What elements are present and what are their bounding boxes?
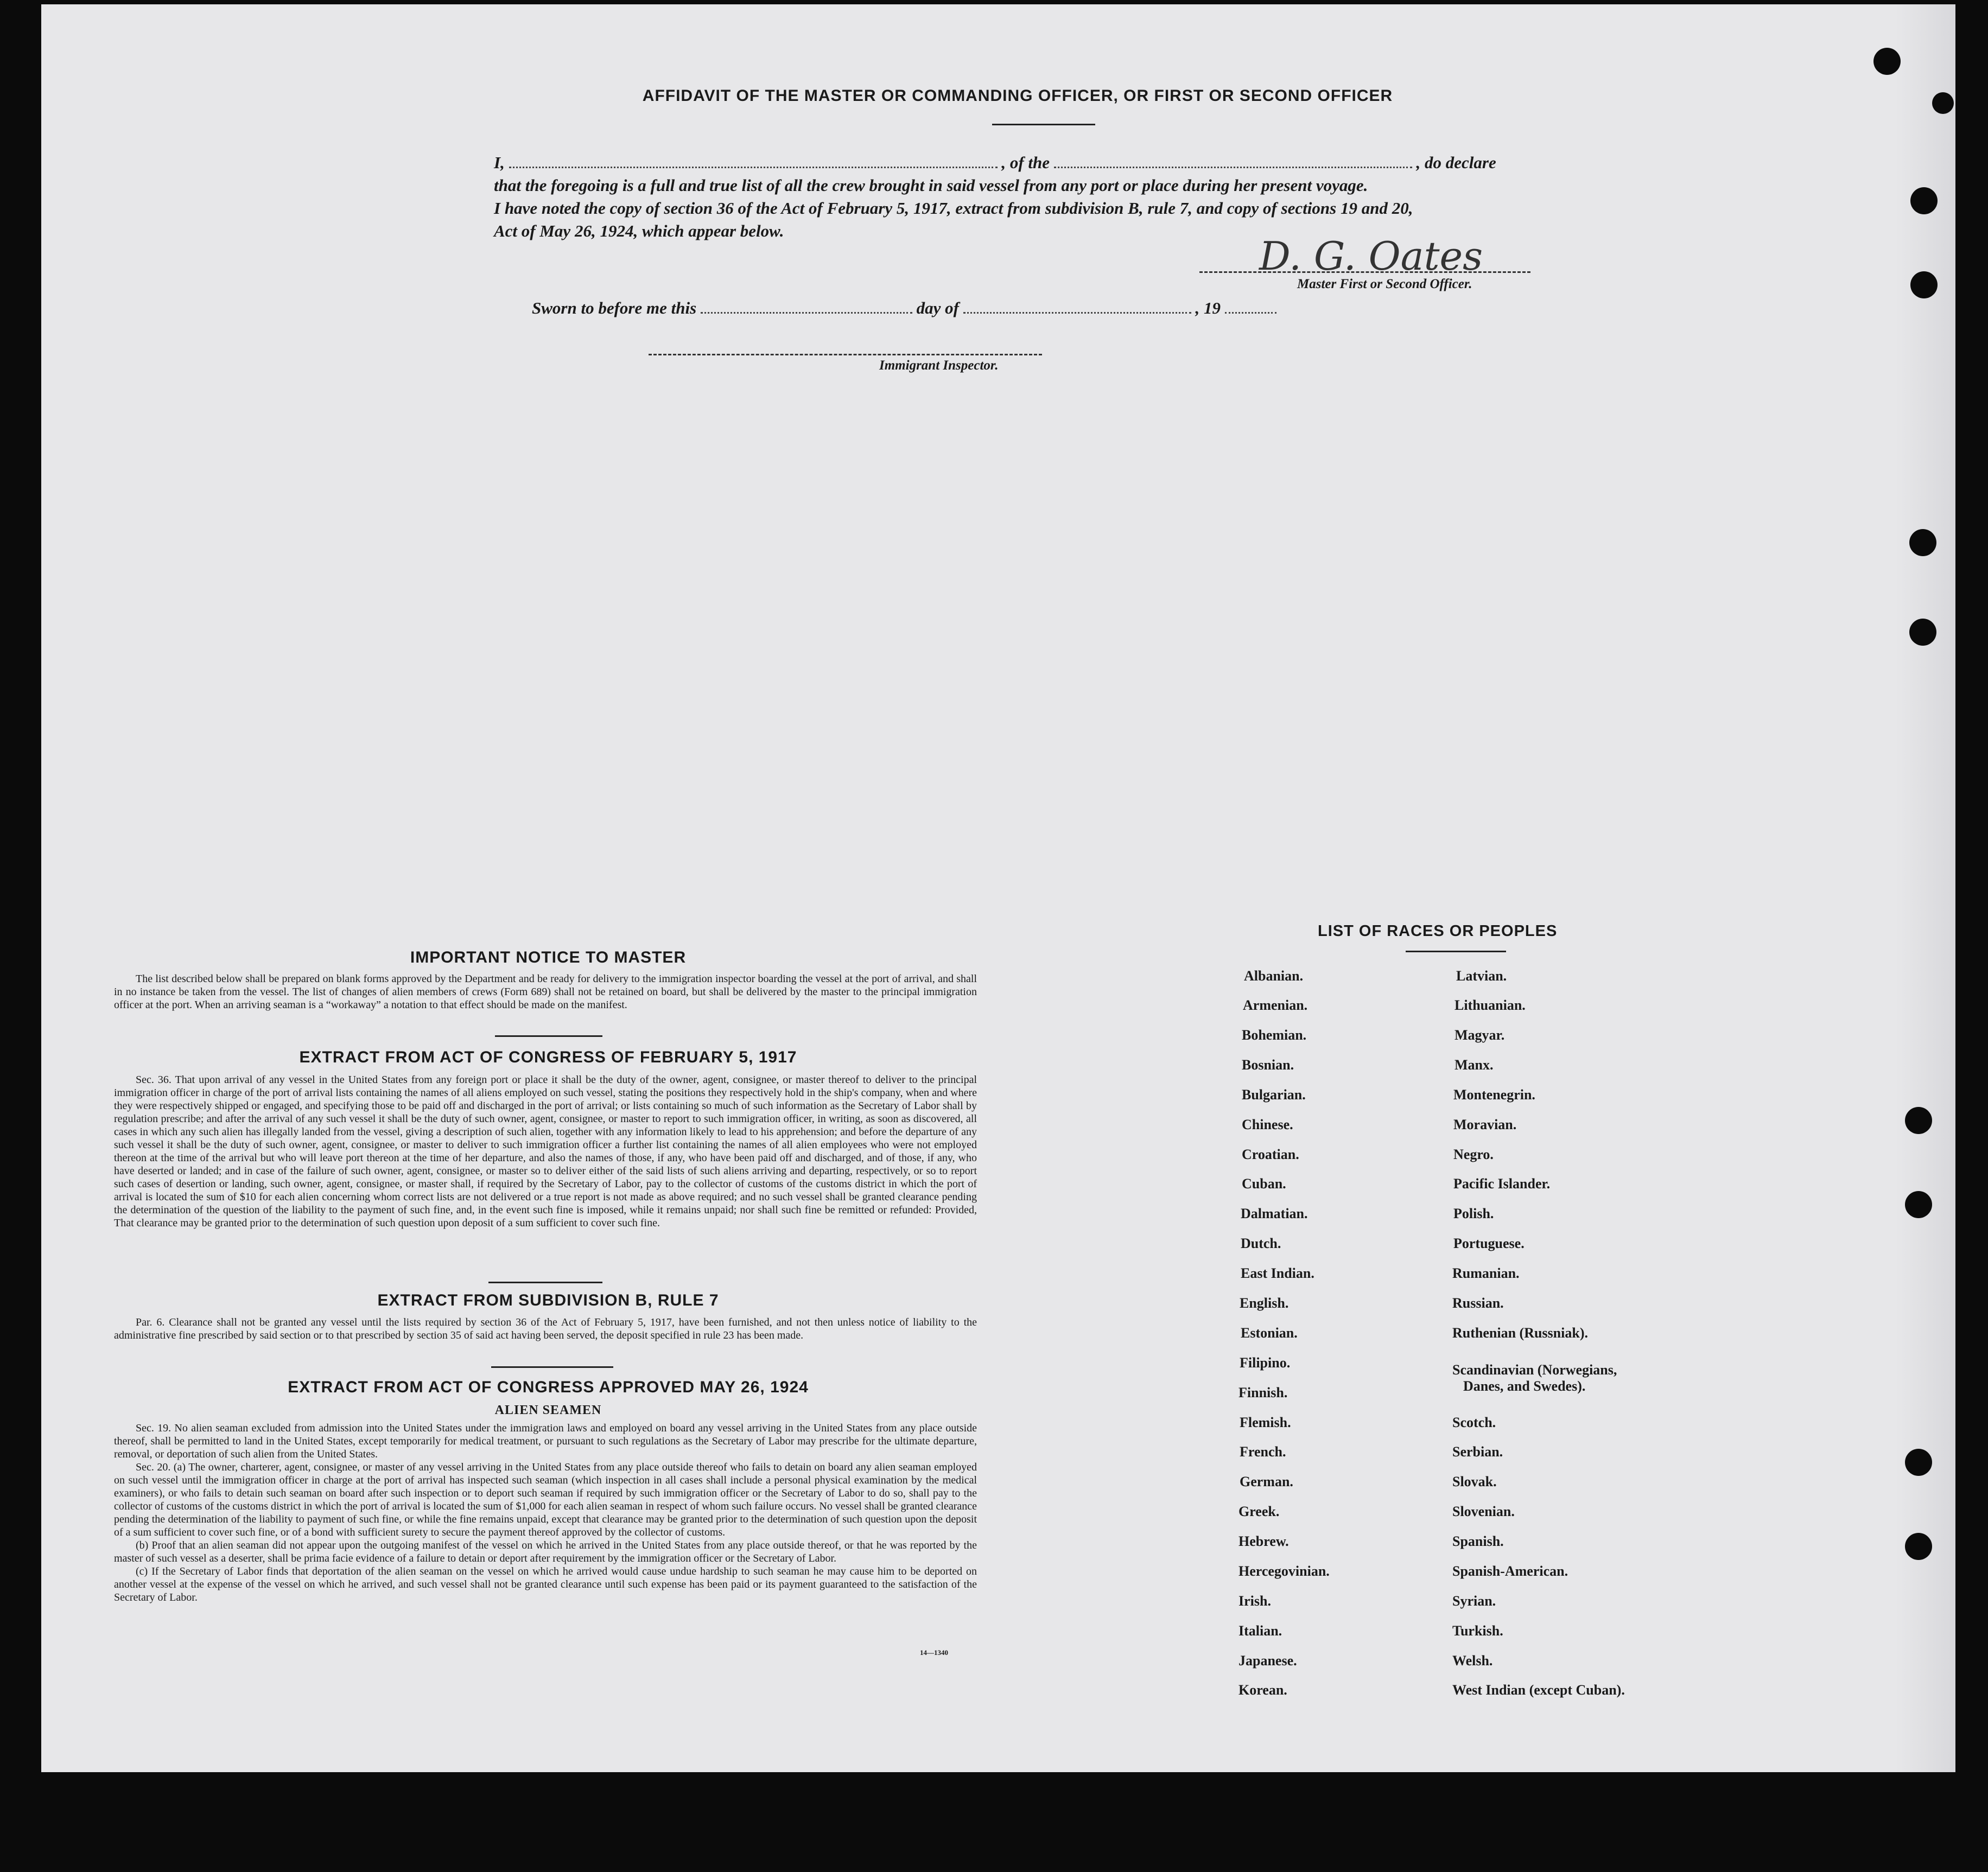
divider [1406, 951, 1506, 952]
notice-paragraph: The list described below shall be prepared on blank forms approved by the Department and be ready for delivery to the immigration inspector boarding the vessel at the port of arrival, and shall in no instance be taken from the vessel. The list of changes of alien members of crews (Form 689) shall not be retained on board, but shall be delivered by the master to the principal immigration officer at the port. When an arriving seaman is a “workaway” a notation to that effect should be made on the manifest. [114, 973, 977, 1011]
affidavit-declare-label: , do declare [1416, 153, 1496, 172]
binder-hole [1909, 619, 1936, 646]
sworn-label: Sworn to before me this [532, 298, 697, 317]
race-item: Italian. [1238, 1623, 1282, 1639]
sworn-line [532, 298, 1276, 318]
race-item: English. [1240, 1295, 1289, 1311]
race-item: Polish. [1453, 1206, 1494, 1221]
paragraph-6: Par. 6. Clearance shall not be granted any vessel until the lists required by section 36 of the Act of February 5, 1917, have been furnished, and not then unless notice of liability to the administrative fine prescribed by said section or to that prescribed by section 35 of said act having been served, the deposit specified in rule 23 has been made. [114, 1316, 977, 1341]
extract-1924-text [114, 1422, 977, 1604]
signature-caption: Master First or Second Officer. [1297, 277, 1472, 291]
races-title: LIST OF RACES OR PEOPLES [1318, 922, 1558, 940]
race-item: Slovak. [1452, 1474, 1497, 1489]
race-item: Scotch. [1452, 1415, 1496, 1430]
race-item: German. [1240, 1474, 1293, 1489]
race-item: Greek. [1238, 1504, 1280, 1519]
binder-hole [1873, 48, 1901, 75]
race-item: Croatian. [1242, 1147, 1299, 1162]
race-item: Portuguese. [1453, 1236, 1525, 1251]
master-name-field[interactable] [509, 166, 998, 168]
extract-1917-text [114, 1073, 977, 1230]
race-item: Syrian. [1452, 1593, 1496, 1609]
extract-1917-title: EXTRACT FROM ACT OF CONGRESS OF FEBRUARY 5, 1917 [299, 1048, 797, 1066]
form-number: 14—1340 [920, 1648, 948, 1657]
extract-1924-subtitle: ALIEN SEAMEN [494, 1403, 602, 1417]
race-item: Ruthenian (Russniak). [1452, 1325, 1588, 1341]
binder-hole [1905, 1449, 1932, 1476]
sworn-month-field[interactable] [963, 311, 1191, 314]
sworn-day-field[interactable] [701, 311, 912, 314]
race-item: Lithuanian. [1455, 997, 1526, 1013]
subdivision-text [114, 1316, 977, 1342]
day-of-label: day of [916, 298, 959, 317]
race-item: Danes, and Swedes). [1463, 1378, 1586, 1394]
inspector-signature-line [649, 354, 1042, 355]
race-item: East Indian. [1241, 1265, 1314, 1281]
divider [495, 1035, 602, 1037]
inspector-caption: Immigrant Inspector. [879, 358, 999, 373]
race-item: Bohemian. [1242, 1027, 1307, 1043]
affidavit-declaration-line [494, 153, 1558, 173]
race-item: Albanian. [1244, 968, 1304, 984]
race-item: Chinese. [1242, 1117, 1293, 1132]
affidavit-of-the-label: , of the [1001, 153, 1050, 172]
binder-hole [1910, 187, 1938, 214]
race-item: Finnish. [1238, 1385, 1288, 1400]
sworn-year-field[interactable] [1225, 311, 1276, 314]
affidavit-text-line: Act of May 26, 1924, which appear below. [494, 221, 784, 240]
race-item: Magyar. [1455, 1027, 1505, 1043]
section-36-paragraph: Sec. 36. That upon arrival of any vessel in the United States from any foreign port or place it shall be the duty of the owner, agent, consignee, or master thereof to deliver to the principal immigration officer in charge of the port of arrival lists containing the names of all aliens employed on such vessel, stating the positions they respectively hold in the ship's company, when and where they were respectively shipped or engaged, and specifying those to be paid off and discharged in the port of arrival; or lists containing so much of such information as the Secretary of Labor shall by regulation prescribe; and after the arrival of any such vessel it shall be the duty of such owner, agent, consignee, or master to report to such immigration officer, in writing, as soon as discovered, all cases in which any such alien has illegally landed from the vessel, giving a description of such alien, together with any information likely to lead to his apprehension; and before the departure of any such vessel it shall be the duty of such owner, agent, consignee, or master to deliver to such immigration officer a further list containing the names of all alien employees who were not employed thereon at the time of the arrival but who will leave port thereon at the time of her departure, and also the names of those, if any, who have been paid off and discharged, and of those, if any, who have deserted or landed; and in case of the failure of such owner, agent, consignee, or master so to deliver either of the said lists of such aliens arriving and departing, respectively, or so to report such cases of desertion or landing, such owner, agent, consignee, or master shall, if required by the Secretary of Labor, pay to the collector of customs of the customs district in which the port of arrival is located the sum of $10 for each alien concerning whom correct lists are not delivered or a true report is not made as above required; and no such vessel shall be granted clearance pending the determination of the question of the liability to the payment of such fine, and, in the event such fine is imposed, while it remains unpaid; nor shall such fine be remitted or refunded: Provided, That clearance may be granted prior to the determination of such question upon deposit of a sum sufficient to cover such fine. [114, 1074, 977, 1229]
binder-hole [1905, 1191, 1932, 1218]
affidavit-i-label: I, [494, 153, 505, 172]
race-item: Slovenian. [1452, 1504, 1515, 1519]
race-item: Negro. [1453, 1147, 1494, 1162]
subdivision-title: EXTRACT FROM SUBDIVISION B, RULE 7 [377, 1291, 719, 1309]
extract-1924-title: EXTRACT FROM ACT OF CONGRESS APPROVED MAY 26, 1924 [288, 1378, 809, 1396]
race-item: Bosnian. [1242, 1057, 1294, 1073]
notice-text [114, 972, 977, 1011]
race-item: Hercegovinian. [1238, 1563, 1330, 1579]
race-item: Spanish-American. [1452, 1563, 1568, 1579]
race-item: Serbian. [1452, 1444, 1503, 1460]
affidavit-text-line: that the foregoing is a full and true list of all the crew brought in said vessel from any port or place during her present voyage. [494, 176, 1368, 195]
race-item: French. [1240, 1444, 1286, 1460]
divider [488, 1282, 602, 1283]
race-item: Welsh. [1452, 1653, 1493, 1669]
race-item: Scandinavian (Norwegians, [1452, 1362, 1617, 1378]
section-20b-paragraph: (b) Proof that an alien seaman did not appear upon the outgoing manifest of the vessel on which he arrived in the United States from any place outside thereof, or that he was reported by the master of such vessel as a deserter, shall be prima facie evidence of a failure to detain or deport after requirement by the immigration officer or the Secretary of Labor. [114, 1539, 977, 1564]
race-item: Filipino. [1240, 1355, 1291, 1371]
year-label: , 19 [1195, 298, 1221, 317]
race-item: Montenegrin. [1453, 1087, 1535, 1103]
race-item: Irish. [1238, 1593, 1271, 1609]
race-item: Manx. [1455, 1057, 1494, 1073]
race-item: Latvian. [1456, 968, 1507, 984]
race-item: Turkish. [1452, 1623, 1503, 1639]
race-item: West Indian (except Cuban). [1452, 1682, 1625, 1698]
race-item: Russian. [1452, 1295, 1504, 1311]
section-19-paragraph: Sec. 19. No alien seaman excluded from admission into the United States under the immigration laws and employed on board any vessel arriving in the United States from any place outside thereof, shall be permitted to land in the United States, except temporarily for medical treatment, or pursuant to such regulations as the Secretary of Labor may prescribe for the ultimate departure, removal, or deportation of such alien from the United States. [114, 1422, 977, 1460]
handwritten-signature: D. G. Oates [1259, 233, 1483, 279]
divider [992, 124, 1095, 125]
notice-title: IMPORTANT NOTICE TO MASTER [410, 948, 687, 966]
race-item: Dutch. [1241, 1236, 1281, 1251]
race-item: Spanish. [1452, 1533, 1504, 1549]
race-item: Dalmatian. [1241, 1206, 1308, 1221]
affidavit-text-line: I have noted the copy of section 36 of the Act of February 5, 1917, extract from subdivision B, rule 7, and copy of sections 19 and 20, [494, 199, 1413, 218]
binder-hole [1932, 92, 1954, 114]
binder-hole [1910, 271, 1938, 298]
race-item: Moravian. [1453, 1117, 1517, 1132]
binder-hole [1905, 1533, 1932, 1560]
race-item: Korean. [1238, 1682, 1287, 1698]
binder-hole [1905, 1107, 1932, 1134]
vessel-name-field[interactable] [1054, 166, 1412, 168]
section-20a-paragraph: Sec. 20. (a) The owner, charterer, agent, consignee, or master of any vessel arriving in the United States from any place outside thereof who fails to detain on board any alien seaman employed on such vessel until the immigration officer in charge at the port of arrival has inspected such seaman (which inspection in all cases shall include a personal physical examination by the medical examiners), or who fails to detain such seaman on board after such inspection or to deport such seaman if required by such immigration officer or the Secretary of Labor to do so, shall pay to the collector of customs of the customs district in which the port of arrival is located the sum of $1,000 for each alien seaman in respect of whom such failure occurs. No vessel shall be granted clearance pending the determination of the liability to payment of such fine, or while the fine remains unpaid, except that clearance may be granted prior to the determination of such question upon the deposit of a sum sufficient to cover such fine, or of a bond with sufficient surety to secure the payment thereof approved by the collector of customs. [114, 1461, 977, 1538]
race-item: Bulgarian. [1242, 1087, 1306, 1103]
binder-hole [1909, 529, 1936, 556]
race-item: Cuban. [1242, 1176, 1286, 1192]
divider [491, 1366, 613, 1368]
section-20c-paragraph: (c) If the Secretary of Labor finds that deportation of the alien seaman on the vessel on which he arrived would cause undue hardship to such seaman he may cause him to be deported on another vessel at the expense of the vessel on which he arrived, and such vessel shall not be granted clearance until such expense has been paid or its payment guaranteed to the satisfaction of the Secretary of Labor. [114, 1565, 977, 1603]
race-item: Hebrew. [1238, 1533, 1289, 1549]
race-item: Armenian. [1243, 997, 1308, 1013]
race-item: Japanese. [1238, 1653, 1297, 1669]
race-item: Pacific Islander. [1453, 1176, 1551, 1192]
race-item: Estonian. [1241, 1325, 1298, 1341]
race-item: Rumanian. [1452, 1265, 1520, 1281]
race-item: Flemish. [1240, 1415, 1291, 1430]
signature-line [1199, 271, 1530, 273]
affidavit-title: AFFIDAVIT OF THE MASTER OR COMMANDING OFFICER, OR FIRST OR SECOND OFFICER [642, 87, 1393, 105]
